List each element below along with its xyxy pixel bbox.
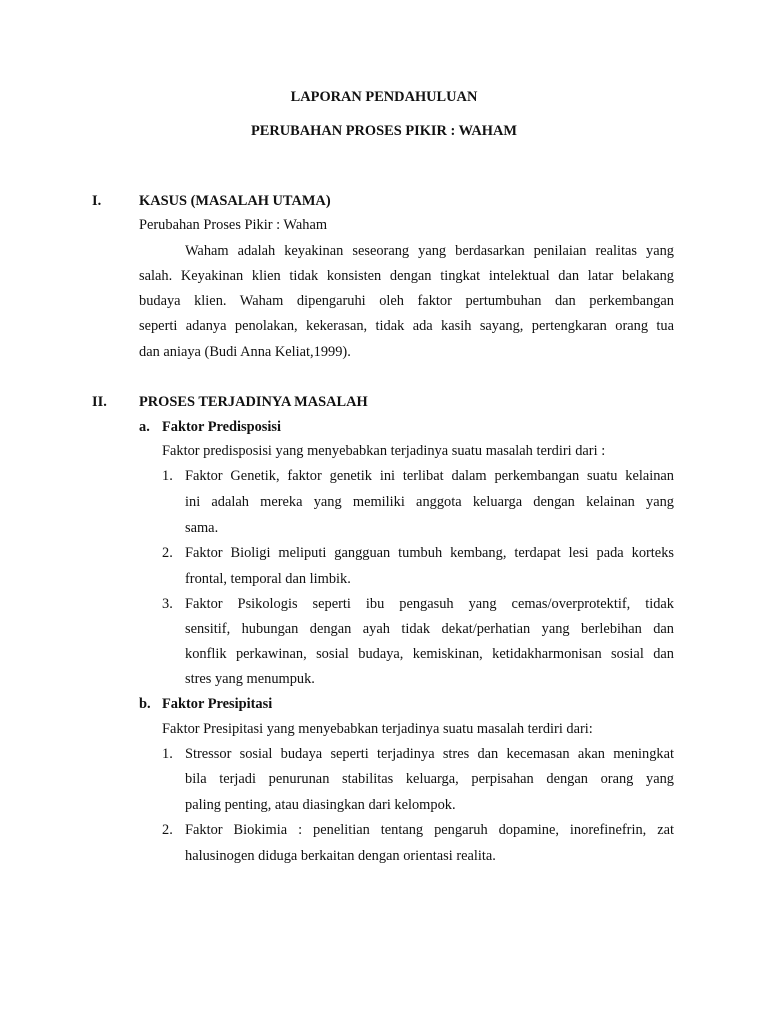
list-item-line: halusinogen diduga berkaitan dengan orientasi realita. [185, 848, 496, 864]
subsection-intro: Faktor Presipitasi yang menyebabkan terjadinya suatu masalah terdiri dari: [162, 721, 593, 737]
list-item-number: 2. [162, 822, 173, 838]
list-item-line: Faktor Genetik, faktor genetik ini terlibat dalam perkembangan suatu kelainan [185, 468, 674, 484]
list-item-line: paling penting, atau diasingkan dari kelompok. [185, 797, 456, 813]
subsection-intro: Faktor predisposisi yang menyebabkan terjadinya suatu masalah terdiri dari : [162, 443, 606, 459]
list-item-line: Faktor Bioligi meliputi gangguan tumbuh kembang, terdapat lesi pada korteks [185, 545, 674, 561]
section-number: II. [92, 394, 107, 410]
list-item-line: frontal, temporal dan limbik. [185, 571, 351, 587]
list-item-number: 2. [162, 545, 173, 561]
subsection-letter: b. [139, 696, 151, 712]
section-subheading: Perubahan Proses Pikir : Waham [139, 217, 328, 233]
list-item-number: 3. [162, 596, 173, 612]
subsection-letter: a. [139, 419, 150, 435]
document-title: LAPORAN PENDAHULUAN [290, 89, 478, 105]
subsection-heading: Faktor Presipitasi [162, 696, 273, 712]
paragraph-line: budaya klien. Waham dipengaruhi oleh faktor pertumbuhan dan perkembangan [139, 293, 674, 309]
paragraph-line: seperti adanya penolakan, kekerasan, tidak ada kasih sayang, pertengkaran orang tua [139, 318, 674, 334]
list-item-line: ini adalah mereka yang memiliki anggota keluarga dengan kelainan yang [185, 494, 674, 510]
list-item-line: stres yang menumpuk. [185, 671, 315, 687]
paragraph-line: dan aniaya (Budi Anna Keliat,1999). [139, 344, 351, 360]
list-item-line: sama. [185, 520, 219, 536]
section-heading: PROSES TERJADINYA MASALAH [139, 394, 368, 410]
list-item-line: bila terjadi penurunan stabilitas keluarga, perpisahan dengan orang yang [185, 771, 674, 787]
section-heading: KASUS (MASALAH UTAMA) [139, 193, 331, 209]
list-item-number: 1. [162, 746, 173, 762]
list-item-line: sensitif, hubungan dengan ayah tidak dekat/perhatian yang berlebihan dan [185, 621, 674, 637]
list-item-number: 1. [162, 468, 173, 484]
list-item-line: Faktor Psikologis seperti ibu pengasuh yang cemas/overprotektif, tidak [185, 596, 674, 612]
list-item-line: Stressor sosial budaya seperti terjadinya stres dan kecemasan akan meningkat [185, 746, 674, 762]
subsection-heading: Faktor Predisposisi [162, 419, 282, 435]
section-number: I. [92, 193, 102, 209]
paragraph-line: Waham adalah keyakinan seseorang yang berdasarkan penilaian realitas yang [185, 243, 674, 259]
document-subtitle: PERUBAHAN PROSES PIKIR : WAHAM [251, 123, 517, 139]
list-item-line: konflik perkawinan, sosial budaya, kemiskinan, ketidakharmonisan sosial dan [185, 646, 674, 662]
list-item-line: Faktor Biokimia : penelitian tentang pengaruh dopamine, inorefinefrin, zat [185, 822, 674, 838]
paragraph-line: salah. Keyakinan klien tidak konsisten dengan tingkat intelektual dan latar belakang [139, 268, 674, 284]
